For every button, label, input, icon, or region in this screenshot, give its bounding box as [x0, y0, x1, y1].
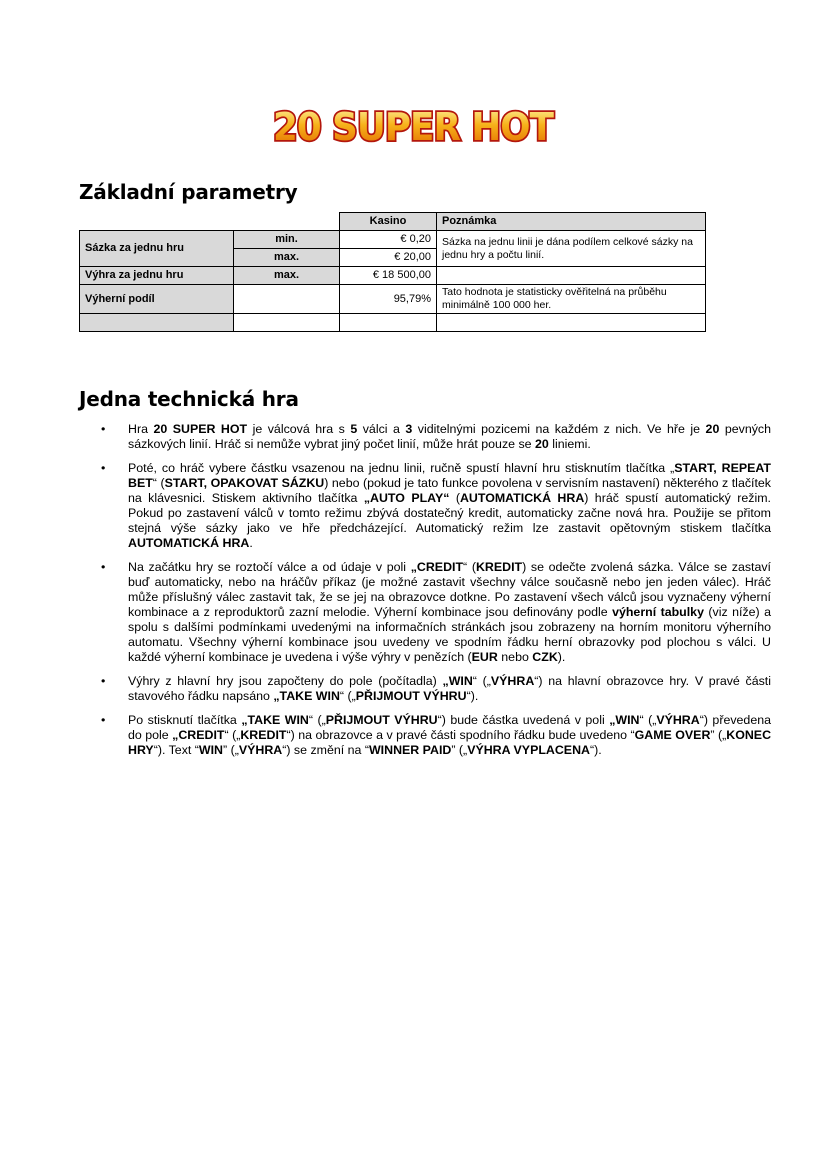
text: “ („: [472, 674, 491, 688]
bold-text: KREDIT: [475, 560, 523, 574]
text: ” („: [223, 743, 239, 757]
table-row: [80, 267, 706, 285]
bet-max-label: max.: [234, 249, 340, 267]
table-row: [80, 231, 706, 249]
text: Hra: [128, 422, 154, 436]
bold-text: 3: [405, 422, 413, 436]
text: “ („: [639, 713, 657, 727]
empty-cell: [437, 314, 706, 332]
header-casino: Kasino: [340, 213, 437, 231]
bold-text: GAME OVER: [634, 728, 711, 742]
empty-cell: [80, 314, 234, 332]
game-logo-text: 20 SUPER HOT: [273, 105, 555, 149]
list-item: [101, 422, 771, 452]
text: (: [449, 491, 460, 505]
bold-text: 5: [350, 422, 358, 436]
text: “) převedena do pole: [128, 713, 771, 742]
bet-min-value: € 0,20: [340, 231, 437, 249]
text: “) na obrazovce a v pravé části spodního řádku bude uvedeno “: [286, 728, 635, 742]
bold-text: „WIN: [442, 674, 473, 688]
win-note: [437, 267, 706, 285]
text: ) se odečte zvolená sázka. Válce se zastaví buď automaticky, nebo na hráčův příkaz (je možné zastavit všechny válce současně nebo jen jeden válec). Hráč může příslušný válec zastavit tak, že se jej na obrazovce dotkne. Po zastavení všech válců jsou vyznačeny výherní kombinace a z reproduktorů zazní melodie. Výherní kombinace jsou definovány podle: [128, 560, 771, 619]
list-item: [101, 461, 771, 551]
bold-text: EUR: [471, 650, 498, 664]
bold-text: 20: [535, 437, 549, 451]
text: liniemi.: [548, 437, 591, 451]
text: ” („: [710, 728, 727, 742]
bold-text: výherní tabulky: [612, 605, 704, 619]
list-item: [101, 713, 771, 758]
payout-label: Výherní podíl: [80, 285, 234, 314]
section-title-parameters: Základní parametry: [79, 180, 298, 204]
text: “ („: [339, 689, 356, 703]
win-label: Výhra za jednu hru: [80, 267, 234, 285]
bullet-icon: •: [101, 674, 106, 688]
bold-text: AUTOMATICKÁ HRA: [459, 491, 585, 505]
bold-text: AUTOMATICKÁ HRA: [128, 536, 250, 550]
bold-text: „TAKE WIN: [241, 713, 309, 727]
table-header-row: [80, 213, 706, 231]
bet-max-value: € 20,00: [340, 249, 437, 267]
bold-text: „TAKE WIN: [273, 689, 340, 703]
bold-text: 20: [705, 422, 720, 436]
text: ).: [557, 650, 566, 664]
text: “).: [589, 743, 602, 757]
bold-text: WINNER PAID: [368, 743, 452, 757]
bullet-icon: •: [101, 422, 106, 436]
bullet-icon: •: [101, 713, 106, 727]
text: “ („: [308, 713, 326, 727]
bullet-icon: •: [101, 461, 106, 475]
section-title-technical-game: Jedna technická hra: [79, 387, 299, 411]
text: “ (: [152, 476, 165, 490]
bold-text: VÝHRA: [656, 713, 700, 727]
parameters-table: [79, 212, 706, 332]
bold-text: WIN: [198, 743, 224, 757]
bet-min-label: min.: [234, 231, 340, 249]
list-item: [101, 674, 771, 704]
text: je válcová hra s: [247, 422, 351, 436]
text: “). Text “: [153, 743, 199, 757]
text: “) bude částka uvedená v poli: [437, 713, 610, 727]
bet-note: Sázka na jednu linii je dána podílem celkové sázky na jednu hry a počtu linií.: [437, 231, 706, 267]
text: Po stisknutí tlačítka: [128, 713, 242, 727]
payout-empty: [234, 285, 340, 314]
bold-text: VÝHRA: [490, 674, 535, 688]
bold-text: START, OPAKOVAT SÁZKU: [164, 476, 325, 490]
bold-text: KREDIT: [240, 728, 287, 742]
text: “ („: [224, 728, 241, 742]
table-row: [80, 285, 706, 314]
table-row: [80, 314, 706, 332]
win-max-label: max.: [234, 267, 340, 285]
bold-text: „AUTO PLAY“: [363, 491, 450, 505]
bold-text: „CREDIT: [410, 560, 464, 574]
text: (viz níže) a spolu s dalšími podmínkami uvedenými na informačních stránkách jsou zobrazeny na horním monitoru výherního automatu. Všechny výherní kombinace jsou uvedeny ve spodním řádku herní obrazovky pod plochou s válci. U každé výherní kombinace je uvedena i výše výhry v penězích (: [128, 605, 771, 664]
text: .: [249, 536, 253, 550]
win-max-value: € 18 500,00: [340, 267, 437, 285]
text: pevných sázkových linií. Hráč si nemůže vybrat jiný počet linií, může hrát pouze se: [128, 422, 771, 451]
bold-text: „WIN: [609, 713, 640, 727]
bold-text: „CREDIT: [172, 728, 225, 742]
payout-value: 95,79%: [340, 285, 437, 314]
bold-text: CZK: [532, 650, 558, 664]
bold-text: KONEC HRY: [128, 728, 772, 757]
game-logo: [268, 100, 558, 150]
text: “ (: [463, 560, 476, 574]
bold-text: VÝHRA VYPLACENA: [467, 743, 590, 757]
text: Poté, co hráč vybere částku vsazenou na jednu linii, ručně spustí hlavní hru stisknutím tlačítka „: [128, 461, 675, 475]
empty-cell: [340, 314, 437, 332]
text: ” („: [451, 743, 468, 757]
text: “) se změní na “: [282, 743, 369, 757]
bold-text: PŘIJMOUT VÝHRU: [325, 713, 438, 727]
text: ) hráč spustí automatický režim. Pokud po zastavení válců v tomto režimu zbývá dostatečný kredit, automaticky začne nová hra. Použije se přitom stejná výše sázky jako ve hře předcházející. Automatický režim lze zastavit opětovným stiskem tlačítka: [128, 491, 771, 535]
bold-text: VÝHRA: [238, 743, 283, 757]
text: Na začátku hry se roztočí válce a od údaje v poli: [128, 560, 411, 574]
text: viditelnými pozicemi na každém z nich. Ve hře je: [412, 422, 706, 436]
game-logo-image: [268, 100, 558, 150]
text: nebo: [497, 650, 533, 664]
list-item: [101, 560, 771, 665]
header-note: Poznámka: [437, 213, 706, 231]
bold-text: 20 SUPER HOT: [153, 422, 248, 436]
bold-text: START, REPEAT BET: [128, 461, 771, 490]
bullet-icon: •: [101, 560, 106, 574]
bet-label: Sázka za jednu hru: [80, 231, 234, 267]
text: “).: [466, 689, 479, 703]
empty-cell: [234, 314, 340, 332]
technical-game-list: [79, 422, 771, 767]
text: válci a: [357, 422, 406, 436]
text: Výhry z hlavní hry jsou započteny do pole (počítadla): [128, 674, 443, 688]
text: ) nebo (pokud je tato funkce povolena v servisním nastavení) některého z tlačítek na klávesnici. Stiskem aktivního tlačítka: [128, 476, 771, 505]
text: “) na hlavní obrazovce hry. V pravé části stavového řádku napsáno: [128, 674, 771, 703]
bold-text: PŘIJMOUT VÝHRU: [355, 689, 467, 703]
payout-note: Tato hodnota je statisticky ověřitelná na průběhu minimálně 100 000 her.: [437, 285, 706, 314]
